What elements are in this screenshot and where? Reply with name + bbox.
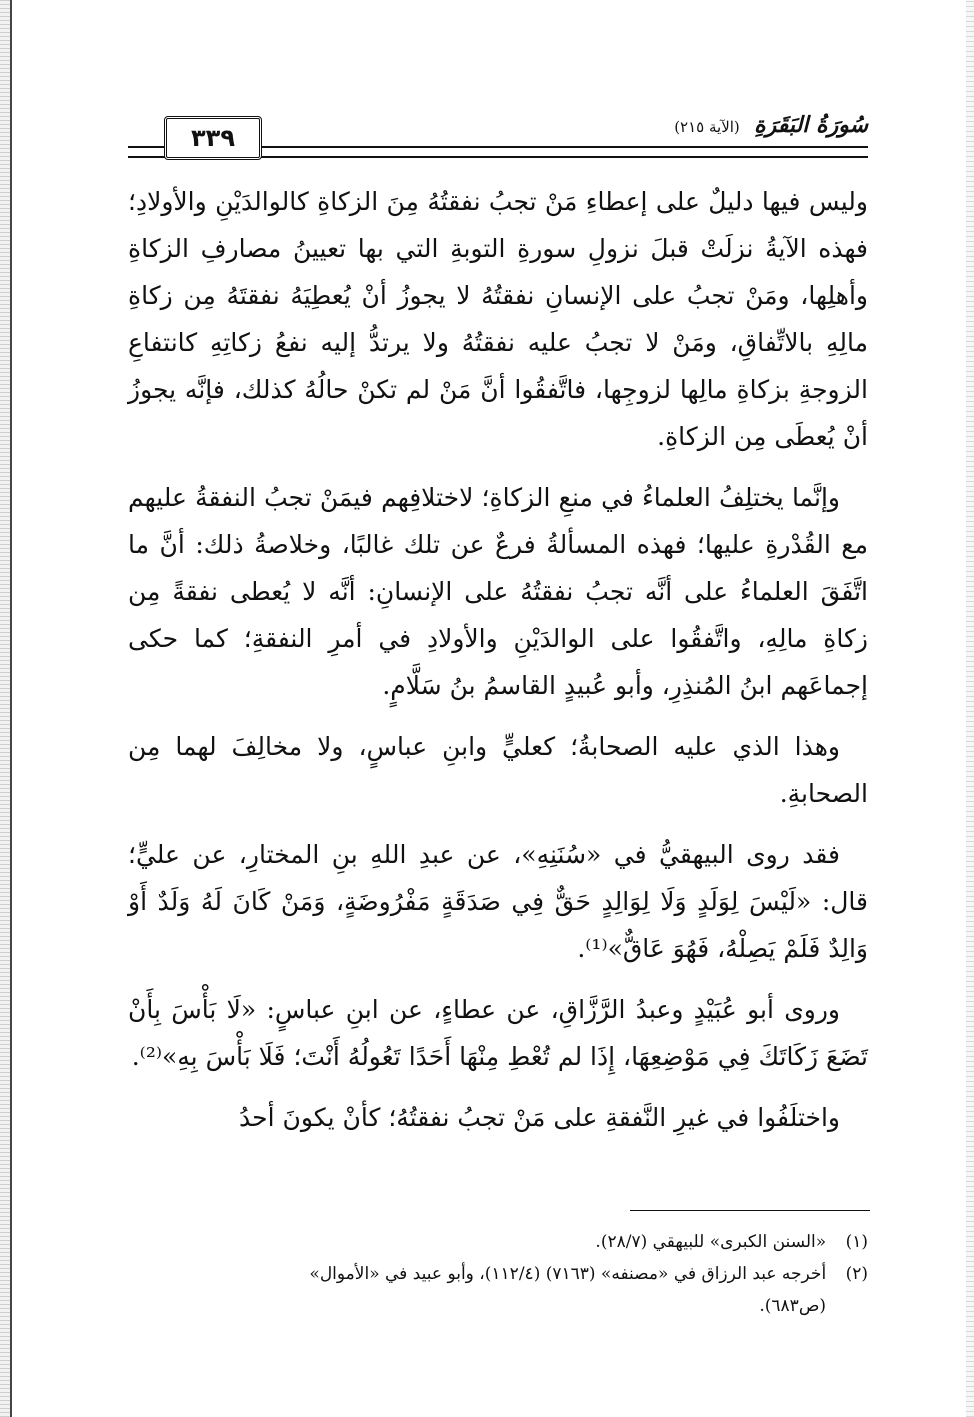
footnotes [128,1226,868,1322]
footnote-text: «السنن الكبرى» للبيهقي (٢٨/٧). [595,1232,827,1252]
surah-title: سُورَةُ البَقَرَةِ [754,112,868,138]
footnote-text: أخرجه عبد الرزاق في «مصنفه» (٧١٦٣) (١١٢/٤)، وأبو عبيد في «الأموال» [309,1264,827,1284]
paragraph-5: وروى أبو عُبَيْدٍ وعبدُ الرَّزَّاقِ، عن عطاءٍ، عن ابنِ عباسٍ: «لَا بَأْسَ بِأَنْ تَضَعَ زَكَاتَكَ فِي مَوْضِعِهَا، إِذَا لم تُعْطِ مِنْهَا أَحَدًا تَعُولُهُ أَنْتَ؛ فَلَا بَأْسَ بِهِ»⁽²⁾. [128,995,868,1071]
footnote-1 [128,1226,868,1258]
footnote-separator [630,1210,870,1211]
paragraph-2: وإنَّما يختلِفُ العلماءُ في منعِ الزكاةِ؛ لاختلافِهم فيمَنْ تجبُ النفقةُ عليهم مع القُدْرةِ عليها؛ فهذه المسألةُ فرعٌ عن تلك غالبًا، وخلاصةُ ذلك: أنَّ ما اتَّفَقَ العلماءُ على أنَّه تجبُ نفقتُهُ على الإنسانِ: أنَّه لا يُعطى نفقةً مِن زكاةِ مالِهِ، واتَّفقُوا على الوالدَيْنِ والأولادِ في أمرِ النفقةِ؛ كما حكى إجماعَهم ابنُ المُنذِرِ، وأبو عُبيدٍ القاسمُ بنُ سَلَّامٍ. [128,483,868,700]
footnote-2-continuation: (ص٦٨٣). [759,1296,826,1316]
paragraph-1: وليس فيها دليلٌ على إعطاءِ مَنْ تجبُ نفقتُهُ مِنَ الزكاةِ كالوالدَيْنِ والأولادِ؛ فهذه الآيةُ نزلَتْ قبلَ نزولِ سورةِ التوبةِ التي بها تعيينُ مصارفِ الزكاةِ وأهلِها، ومَنْ تجبُ على الإنسانِ نفقتُهُ لا يجوزُ أنْ يُعطِيَهُ نفقتَهُ مِن زكاةِ مالِهِ بالاتِّفاقِ، ومَنْ لا تجبُ عليه نفقتُهُ ولا يرتدُّ إليه نفعُ زكاتِهِ كانتفاعِ الزوجةِ بزكاةِ مالِها لزوجِها، فاتَّفقُوا أنَّ مَنْ لم تكنْ حالُهُ كذلك، فإنَّه يجوزُ أنْ يُعطَى مِن الزكاةِ. [128,187,868,451]
paragraph-3: وهذا الذي عليه الصحابةُ؛ كعليٍّ وابنِ عباسٍ، ولا مخالِفَ لهما مِن الصحابةِ. [128,732,868,808]
page-edge-right [966,0,974,1417]
main-text [128,178,868,1155]
paragraph-4: فقد روى البيهقيُّ في «سُنَنِهِ»، عن عبدِ اللهِ بنِ المختارِ، عن عليٍّ؛ قال: «لَيْسَ لِوَلَدٍ وَلَا لِوَالِدٍ حَقٌّ فِي صَدَقَةٍ مَفْرُوضَةٍ، وَمَنْ كَانَ لَهُ وَلَدٌ أَوْ وَالِدٌ فَلَمْ يَصِلْهُ، فَهُوَ عَاقٌّ»⁽¹⁾. [128,840,868,963]
ayah-reference: (الآية ٢١٥) [674,118,740,136]
footnote-number: (٢) [845,1264,868,1284]
paragraph-6: واختلَفُوا في غيرِ النَّفقةِ على مَنْ تجبُ نفقتُهُ؛ كأنْ يكونَ أحدُ [239,1103,840,1132]
footnote-2 [128,1258,868,1290]
footnote-number: (١) [845,1232,868,1252]
page-number: ٣٣٩ [164,116,262,160]
running-title [674,112,868,138]
page-edge-left [0,0,12,1417]
page-header [128,112,868,160]
